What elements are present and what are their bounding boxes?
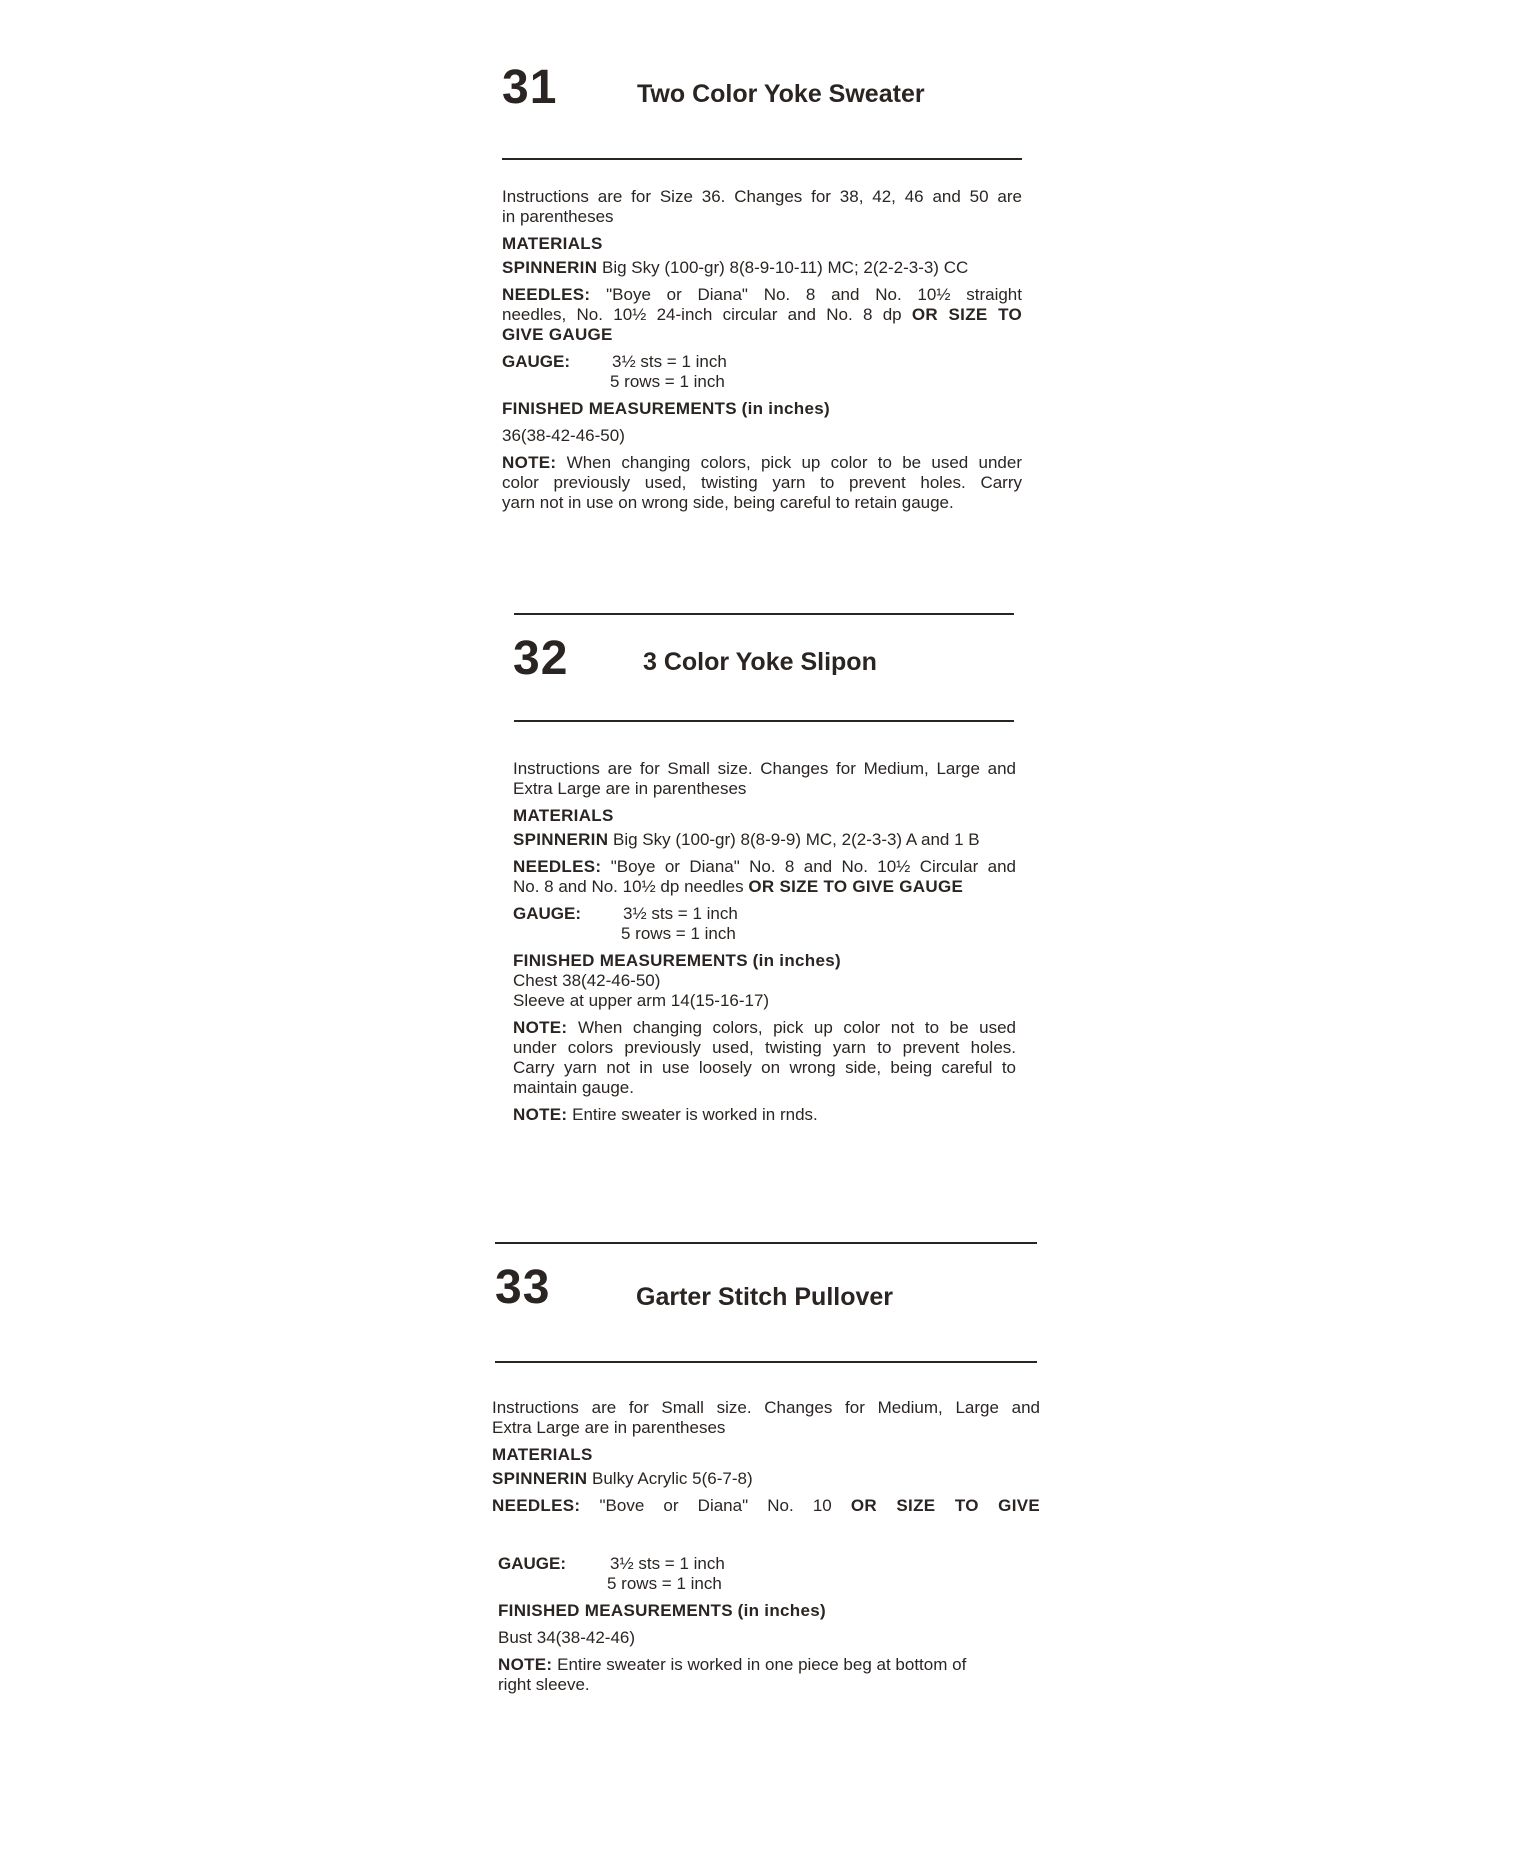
note-line: under colors previously used, twisting yarn to prevent holes. [513,1038,1016,1057]
measurements-label: FINISHED MEASUREMENTS [502,399,737,418]
measurements-value: Bust 34(38-42-46) [498,1628,636,1647]
intro-line: in parentheses [502,207,614,226]
materials-heading: MATERIALS [502,234,603,253]
note-text: Entire sweater is worked in one piece beg at bottom of [557,1655,967,1674]
note-text: When changing colors, pick up color to be used under [566,453,1022,472]
gauge-sts: 3½ sts = 1 inch [612,352,727,371]
pattern-title: 3 Color Yoke Slipon [643,648,877,676]
gauge-line [502,352,1022,372]
note-line [513,1018,1016,1038]
note-label: NOTE: [513,1018,568,1037]
pattern-number: 31 [502,61,558,114]
needles-label: NEEDLES: [492,1496,581,1515]
measurements-heading [502,399,1022,419]
note-line: yarn not in use on wrong side, being careful to retain gauge. [502,493,954,512]
measurements-value: 36(38-42-46-50) [502,426,625,445]
intro-line: Extra Large are in parentheses [513,779,747,798]
intro-line: Instructions are for Size 36. Changes for 38, 42, 46 and 50 are [502,187,1022,206]
divider [514,720,1014,722]
measurements-unit: (in inches) [737,1601,826,1620]
gauge-line [492,1554,1040,1574]
gauge-rows: 5 rows = 1 inch [621,924,736,943]
needles-text: needles, No. 10½ 24-inch circular and No. 8 dp [502,305,902,324]
needles-line [513,877,1016,897]
spinnerin-line [492,1469,1040,1489]
intro-line: Instructions are for Small size. Changes for Medium, Large and [492,1398,1040,1417]
spinnerin-text: Big Sky (100-gr) 8(8-9-10-11) MC; 2(2-2-3-3) CC [602,258,969,277]
measurements-unit: (in inches) [741,399,830,418]
needles-bold: OR SIZE TO GIVE GAUGE [748,877,964,896]
pattern-body [513,759,1016,1125]
materials-heading: MATERIALS [492,1445,593,1464]
note-line: right sleeve. [498,1675,590,1694]
needles-line: GIVE GAUGE [502,325,613,344]
gauge-label: GAUGE: [498,1554,566,1573]
spinnerin-line [513,830,1016,850]
spinnerin-text: Bulky Acrylic 5(6-7-8) [592,1469,753,1488]
measurements-label: FINISHED MEASUREMENTS [498,1601,733,1620]
spacer [492,1516,1040,1554]
divider [495,1361,1037,1363]
pattern-title: Two Color Yoke Sweater [637,80,925,108]
note-line [502,453,1022,473]
needles-text: "Bove or Diana" No. 10 [599,1496,832,1515]
note-text: When changing colors, pick up color not to be used [577,1018,1016,1037]
measurements-value: Chest 38(42-46-50) [513,971,661,990]
materials-heading: MATERIALS [513,806,614,825]
note-label: NOTE: [513,1105,568,1124]
gauge-rows: 5 rows = 1 inch [607,1574,722,1593]
note-line [492,1655,1040,1675]
pattern-body [502,187,1022,513]
measurements-unit: (in inches) [752,951,841,970]
needles-label: NEEDLES: [502,285,591,304]
pattern-number: 32 [513,632,569,685]
divider [514,613,1014,615]
spinnerin-text: Big Sky (100-gr) 8(8-9-9) MC, 2(2-3-3) A and 1 B [613,830,980,849]
needles-line [502,285,1022,305]
needles-line [492,1496,1040,1516]
measurements-label: FINISHED MEASUREMENTS [513,951,748,970]
needles-text: No. 8 and No. 10½ dp needles [513,877,744,896]
needles-bold: OR SIZE TO GIVE [850,1496,1040,1515]
gauge-sts: 3½ sts = 1 inch [610,1554,725,1573]
needles-line [513,857,1016,877]
measurements-heading [513,951,1016,971]
note-label: NOTE: [498,1655,553,1674]
needles-line [502,305,1022,325]
divider [495,1242,1037,1244]
intro-line: Extra Large are in parentheses [492,1418,726,1437]
spinnerin-label: SPINNERIN [502,258,598,277]
spinnerin-label: SPINNERIN [513,830,609,849]
measurements-value: Sleeve at upper arm 14(15-16-17) [513,991,770,1010]
spinnerin-line [502,258,1022,278]
pattern-title: Garter Stitch Pullover [636,1283,894,1311]
gauge-rows: 5 rows = 1 inch [610,372,725,391]
note-line: maintain gauge. [513,1078,634,1097]
intro-line: Instructions are for Small size. Changes for Medium, Large and [513,759,1016,778]
gauge-line [513,904,1016,924]
needles-label: NEEDLES: [513,857,602,876]
note-label: NOTE: [502,453,557,472]
gauge-label: GAUGE: [513,904,581,923]
needles-bold: OR SIZE TO [911,305,1022,324]
needles-text: "Boye or Diana" No. 8 and No. 10½ Circular and [610,857,1016,876]
gauge-sts: 3½ sts = 1 inch [623,904,738,923]
gauge-label: GAUGE: [502,352,570,371]
pattern-body [492,1398,1040,1695]
spinnerin-label: SPINNERIN [492,1469,588,1488]
measurements-heading [492,1601,1040,1621]
pattern-number: 33 [495,1261,551,1314]
needles-text: "Boye or Diana" No. 8 and No. 10½ straight [606,285,1022,304]
note-line [513,1105,1016,1125]
note-line: color previously used, twisting yarn to prevent holes. Carry [502,473,1022,492]
note-line: Carry yarn not in use loosely on wrong side, being careful to [513,1058,1016,1077]
note-text: Entire sweater is worked in rnds. [572,1105,818,1124]
divider [502,158,1022,160]
